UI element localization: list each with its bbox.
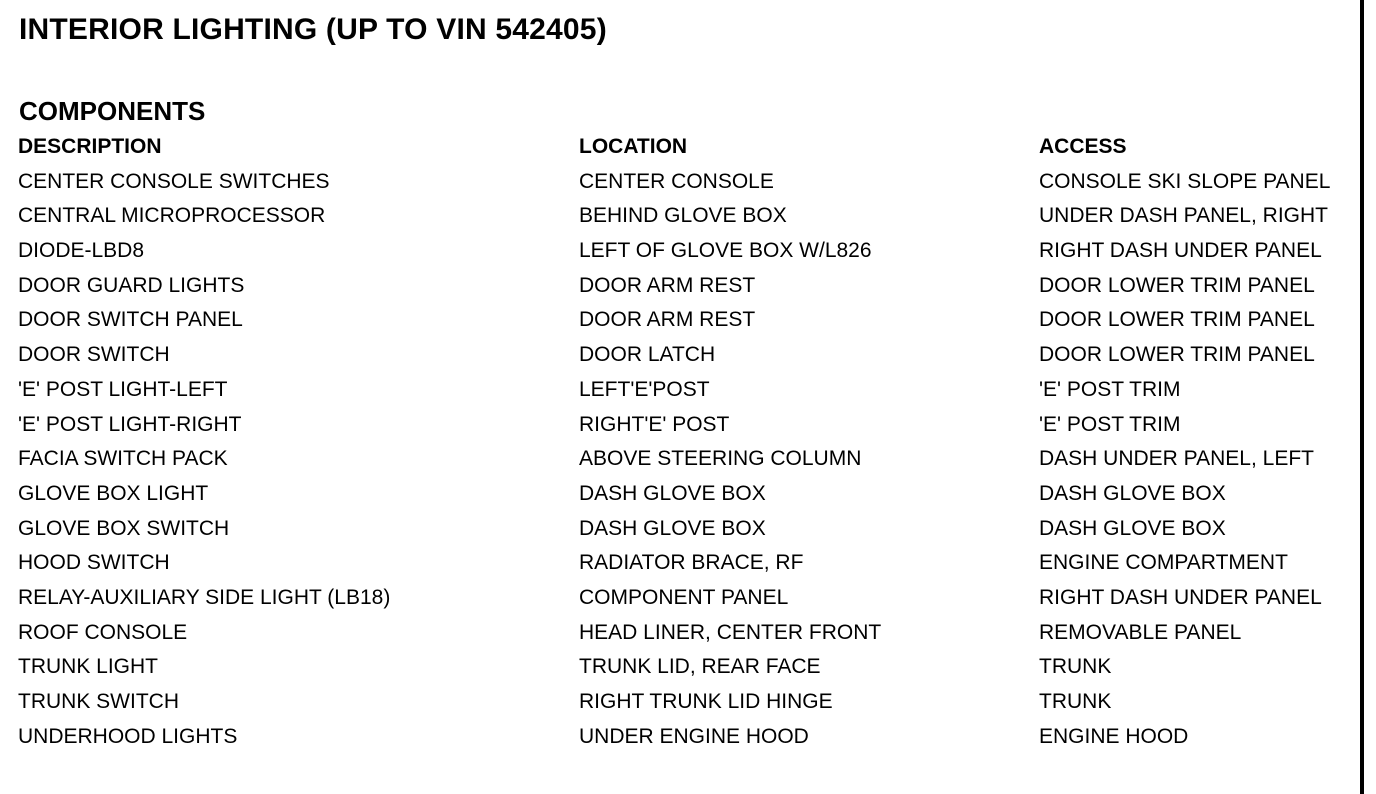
description-cell: TRUNK LIGHT [18, 655, 159, 679]
table-row [18, 546, 1358, 581]
table-row [18, 234, 1358, 269]
location-cell: TRUNK LID, REAR FACE [579, 655, 821, 679]
location-cell: DOOR ARM REST [579, 273, 756, 297]
description-cell: CENTRAL MICROPROCESSOR [18, 204, 326, 228]
access-cell: RIGHT DASH UNDER PANEL [1039, 239, 1322, 263]
access-cell: DASH GLOVE BOX [1039, 481, 1226, 505]
description-cell: CENTER CONSOLE SWITCHES [18, 169, 330, 193]
access-cell: DASH UNDER PANEL, LEFT [1039, 447, 1314, 471]
table-row [18, 720, 1358, 755]
location-cell: HEAD LINER, CENTER FRONT [579, 620, 882, 644]
table-row [18, 477, 1358, 512]
location-cell: RIGHT'E' POST [579, 412, 730, 436]
description-cell: 'E' POST LIGHT-RIGHT [18, 412, 242, 436]
description-cell: 'E' POST LIGHT-LEFT [18, 377, 228, 401]
description-cell: RELAY-AUXILIARY SIDE LIGHT (LB18) [18, 585, 391, 609]
table-row [18, 303, 1358, 338]
document-title: INTERIOR LIGHTING (UP TO VIN 542405) [19, 13, 607, 46]
column-header-access: ACCESS [1039, 135, 1127, 158]
location-cell: DOOR ARM REST [579, 308, 756, 332]
location-cell: CENTER CONSOLE [579, 169, 774, 193]
description-cell: GLOVE BOX LIGHT [18, 481, 209, 505]
description-cell: FACIA SWITCH PACK [18, 447, 228, 471]
components-table [18, 130, 1358, 754]
table-row [18, 408, 1358, 443]
description-cell: HOOD SWITCH [18, 551, 170, 575]
location-cell: DOOR LATCH [579, 343, 716, 367]
access-cell: ENGINE COMPARTMENT [1039, 551, 1288, 575]
table-row [18, 581, 1358, 616]
description-cell: DOOR GUARD LIGHTS [18, 273, 245, 297]
description-cell: DOOR SWITCH PANEL [18, 308, 243, 332]
column-header-location: LOCATION [579, 135, 688, 158]
access-cell: 'E' POST TRIM [1039, 377, 1181, 401]
description-cell: ROOF CONSOLE [18, 620, 188, 644]
table-row [18, 650, 1358, 685]
description-cell: GLOVE BOX SWITCH [18, 516, 230, 540]
description-cell: TRUNK SWITCH [18, 690, 179, 713]
access-cell: TRUNK [1039, 690, 1112, 713]
access-cell: 'E' POST TRIM [1039, 412, 1181, 436]
table-header [18, 130, 1358, 165]
right-border-rule [1360, 0, 1364, 794]
table-row [18, 616, 1358, 651]
access-cell: ENGINE HOOD [1039, 724, 1189, 748]
column-header-description: DESCRIPTION [18, 135, 162, 158]
access-cell: DOOR LOWER TRIM PANEL [1039, 273, 1315, 297]
location-cell: DASH GLOVE BOX [579, 481, 766, 505]
table-row [18, 685, 1358, 720]
table-row [18, 442, 1358, 477]
access-cell: TRUNK [1039, 655, 1112, 679]
table-row [18, 165, 1358, 200]
location-cell: DASH GLOVE BOX [579, 516, 766, 540]
location-cell: ABOVE STEERING COLUMN [579, 447, 862, 471]
location-cell: COMPONENT PANEL [579, 585, 789, 609]
access-cell: DASH GLOVE BOX [1039, 516, 1226, 540]
section-title: COMPONENTS [19, 96, 206, 126]
table-row [18, 512, 1358, 547]
description-cell: DOOR SWITCH [18, 343, 170, 367]
location-cell: UNDER ENGINE HOOD [579, 724, 809, 748]
table-row [18, 199, 1358, 234]
location-cell: BEHIND GLOVE BOX [579, 204, 787, 228]
table-row [18, 269, 1358, 304]
table-row [18, 338, 1358, 373]
table-row [18, 373, 1358, 408]
table-body [18, 165, 1358, 755]
access-cell: REMOVABLE PANEL [1039, 620, 1242, 644]
access-cell: DOOR LOWER TRIM PANEL [1039, 308, 1315, 332]
location-cell: RADIATOR BRACE, RF [579, 551, 804, 575]
location-cell: LEFT OF GLOVE BOX W/L826 [579, 239, 872, 263]
description-cell: UNDERHOOD LIGHTS [18, 724, 238, 748]
location-cell: LEFT'E'POST [579, 377, 710, 401]
access-cell: CONSOLE SKI SLOPE PANEL [1039, 169, 1331, 193]
description-cell: DIODE-LBD8 [18, 239, 145, 263]
location-cell: RIGHT TRUNK LID HINGE [579, 690, 833, 713]
access-cell: UNDER DASH PANEL, RIGHT [1039, 204, 1328, 228]
access-cell: DOOR LOWER TRIM PANEL [1039, 343, 1315, 367]
access-cell: RIGHT DASH UNDER PANEL [1039, 585, 1322, 609]
